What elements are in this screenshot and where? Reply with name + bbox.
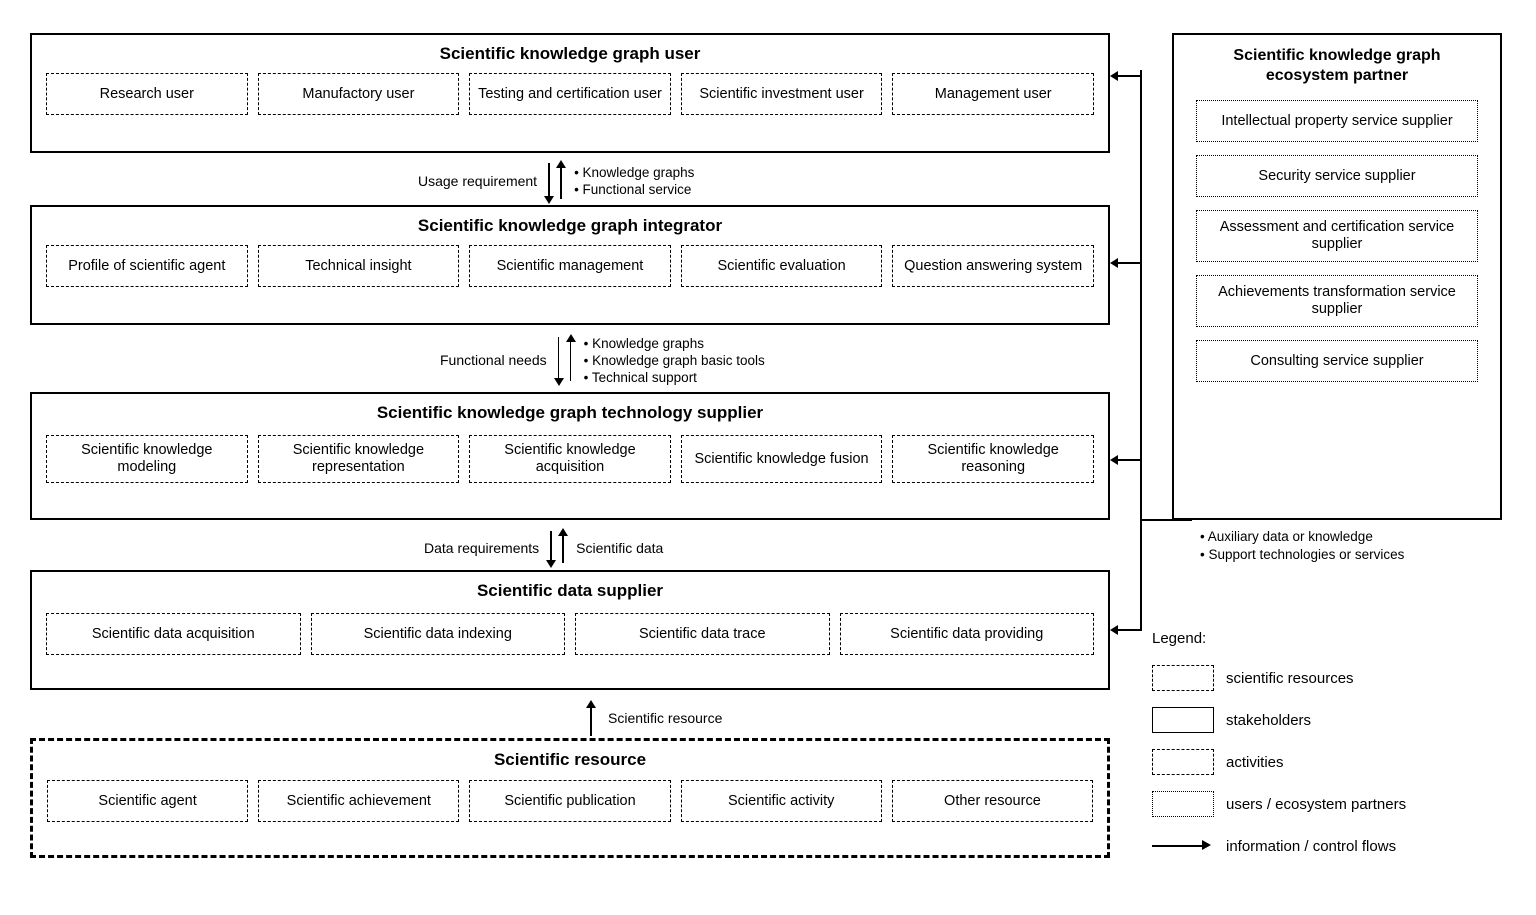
technology-item-representation: Scientific knowledge representation <box>258 435 460 483</box>
layer-user-items <box>32 73 1108 115</box>
partner-flow-bullets <box>1200 528 1404 564</box>
legend-swatch-scientific-resources <box>1152 665 1214 691</box>
layer-partner-title: Scientific knowledge graph ecosystem partner <box>1233 47 1441 84</box>
legend-label-users-partners: users / ecosystem partners <box>1226 795 1407 813</box>
partner-item-consulting: Consulting service supplier <box>1196 340 1478 382</box>
partner-bus-connect <box>1140 519 1192 521</box>
layer-technology-items <box>32 435 1108 483</box>
partner-arrow-integrator-line <box>1118 262 1142 264</box>
connector-data-resource <box>585 700 722 736</box>
legend-label-activities: activities <box>1226 753 1284 771</box>
partner-item-intellectual-property: Intellectual property service supplier <box>1196 100 1478 142</box>
data-item-trace: Scientific data trace <box>575 613 830 655</box>
integrator-item-scientific-evaluation: Scientific evaluation <box>681 245 883 287</box>
legend-label-scientific-resources: scientific resources <box>1226 669 1354 687</box>
connector-technology-data <box>424 528 663 568</box>
bullet-functional-service: • Functional service <box>574 182 692 197</box>
data-item-acquisition: Scientific data acquisition <box>46 613 301 655</box>
layer-partner-items <box>1196 100 1478 382</box>
layer-technology-title: Scientific knowledge graph technology supplier <box>376 403 764 422</box>
resource-item-activity: Scientific activity <box>681 780 882 822</box>
legend-row-stakeholders <box>1152 699 1522 741</box>
connector-technology-data-arrows <box>545 528 569 568</box>
legend-swatch-users-partners <box>1152 791 1214 817</box>
user-item-investment: Scientific investment user <box>681 73 883 115</box>
layer-integrator <box>30 205 1110 325</box>
layer-data-items <box>32 613 1108 655</box>
connector-integrator-technology-bullets <box>584 335 765 386</box>
legend <box>1152 630 1522 867</box>
legend-row-activities <box>1152 741 1522 783</box>
integrator-item-qa-system: Question answering system <box>892 245 1094 287</box>
layer-technology-supplier <box>30 392 1110 520</box>
legend-row-scientific-resources <box>1152 657 1522 699</box>
partner-bus-trunk <box>1140 70 1142 630</box>
layer-resource-items <box>33 780 1107 822</box>
bullet-knowledge-graphs: • Knowledge graphs <box>583 335 704 351</box>
user-item-testing-certification: Testing and certification user <box>469 73 671 115</box>
data-item-providing: Scientific data providing <box>840 613 1095 655</box>
legend-row-flows <box>1152 825 1522 867</box>
connector-integrator-technology <box>440 334 765 386</box>
legend-label-flows: information / control flows <box>1226 837 1397 855</box>
legend-swatch-stakeholders <box>1152 707 1214 733</box>
data-item-indexing: Scientific data indexing <box>311 613 566 655</box>
partner-arrow-data-line <box>1118 629 1142 631</box>
legend-swatch-arrow-icon <box>1152 833 1214 859</box>
partner-item-achievements-transformation: Achievements transformation service supplier <box>1196 275 1478 327</box>
bullet-support-technologies: • Support technologies or services <box>1200 547 1405 562</box>
legend-title: Legend: <box>1152 630 1207 647</box>
connector-technology-data-right-label: Scientific data <box>576 539 664 556</box>
layer-user-title: Scientific knowledge graph user <box>439 44 701 63</box>
bullet-auxiliary-data: • Auxiliary data or knowledge <box>1200 529 1373 544</box>
layer-data-supplier <box>30 570 1110 690</box>
layer-ecosystem-partner <box>1172 33 1502 520</box>
legend-swatch-activities <box>1152 749 1214 775</box>
layer-scientific-resource <box>30 738 1110 858</box>
legend-row-users-partners <box>1152 783 1522 825</box>
layer-integrator-title: Scientific knowledge graph integrator <box>417 216 723 235</box>
legend-label-stakeholders: stakeholders <box>1226 711 1312 729</box>
resource-item-publication: Scientific publication <box>469 780 670 822</box>
connector-integrator-technology-label: Functional needs <box>440 351 547 368</box>
partner-item-assessment-certification: Assessment and certification service supplier <box>1196 210 1478 262</box>
connector-user-integrator-arrows <box>543 160 567 202</box>
partner-arrow-data-head <box>1110 625 1118 635</box>
layer-data-title: Scientific data supplier <box>476 581 664 600</box>
partner-arrow-technology-line <box>1118 459 1142 461</box>
technology-item-fusion: Scientific knowledge fusion <box>681 435 883 483</box>
connector-user-integrator <box>418 160 694 202</box>
bullet-kg-basic-tools: • Knowledge graph basic tools <box>583 352 765 368</box>
partner-arrow-user-head <box>1110 71 1118 81</box>
technology-item-modeling: Scientific knowledge modeling <box>46 435 248 483</box>
integrator-item-profile: Profile of scientific agent <box>46 245 248 287</box>
partner-arrow-user-line <box>1118 75 1142 77</box>
partner-item-security: Security service supplier <box>1196 155 1478 197</box>
connector-user-integrator-bullets <box>574 164 694 198</box>
bullet-knowledge-graphs: • Knowledge graphs <box>574 165 695 180</box>
user-item-manufactory: Manufactory user <box>258 73 460 115</box>
layer-resource-title: Scientific resource <box>493 750 647 769</box>
partner-arrow-technology-head <box>1110 455 1118 465</box>
connector-data-resource-arrow <box>585 700 601 736</box>
integrator-item-technical-insight: Technical insight <box>258 245 460 287</box>
integrator-item-scientific-management: Scientific management <box>469 245 671 287</box>
technology-item-acquisition: Scientific knowledge acquisition <box>469 435 671 483</box>
connector-integrator-technology-arrows <box>553 334 577 386</box>
partner-arrow-integrator-head <box>1110 258 1118 268</box>
connector-data-resource-label: Scientific resource <box>608 709 723 726</box>
technology-item-reasoning: Scientific knowledge reasoning <box>892 435 1094 483</box>
resource-item-agent: Scientific agent <box>47 780 248 822</box>
bullet-technical-support: • Technical support <box>583 369 697 385</box>
user-item-research: Research user <box>46 73 248 115</box>
resource-item-achievement: Scientific achievement <box>258 780 459 822</box>
resource-item-other: Other resource <box>892 780 1093 822</box>
connector-technology-data-label: Data requirements <box>424 539 540 556</box>
layer-user <box>30 33 1110 153</box>
connector-user-integrator-label: Usage requirement <box>418 172 538 189</box>
layer-integrator-items <box>32 245 1108 287</box>
user-item-management: Management user <box>892 73 1094 115</box>
